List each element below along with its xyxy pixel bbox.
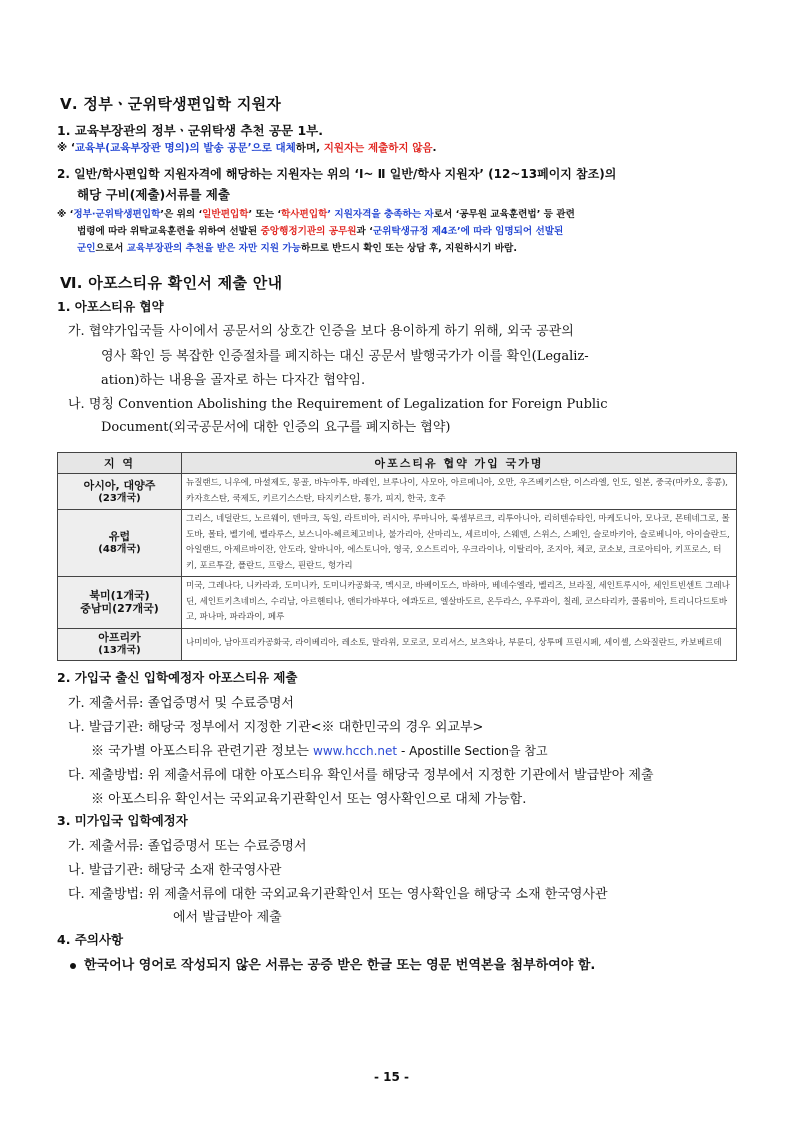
region-cell xyxy=(58,628,182,660)
region-count: 중남미(27개국) xyxy=(80,602,159,616)
page-number: - 15 - xyxy=(374,1070,410,1084)
section5-title: Ⅴ. 정부ㆍ군위탁생편입학 지원자 xyxy=(60,95,282,113)
apostille-ga-line3: ation)하는 내용을 골자로 하는 다자간 협약임. xyxy=(101,373,366,388)
s3-ga: 가. 제출서류: 졸업증명서 또는 수료증명서 xyxy=(68,839,307,854)
n2-l2b: 중앙행정기관의 공무원 xyxy=(260,226,357,237)
header-countries: 아포스티유 협약 가입 국가명 xyxy=(182,453,737,474)
table-row xyxy=(58,577,737,629)
section5-note2-line3 xyxy=(77,240,517,254)
region-name: 아프리카 xyxy=(98,631,141,644)
section6-sub3: 3. 미가입국 입학예정자 xyxy=(57,813,188,828)
n2-c: ’은 위의 ‘ xyxy=(160,209,203,220)
n2-l3a: 군인 xyxy=(77,243,96,254)
region-name: 유럽 xyxy=(108,530,131,543)
n2-l2a: 법령에 따라 위탁교육훈련을 위하여 선발된 xyxy=(77,226,261,237)
hcch-link[interactable]: www.hcch.net xyxy=(313,744,398,758)
note1-mid: 하며, xyxy=(295,142,324,154)
s2-ga: 가. 제출서류: 졸업증명서 및 수료증명서 xyxy=(68,696,294,711)
note1-red: 지원자는 제출하지 않음 xyxy=(323,142,433,154)
n2-g: ’ 지원자격을 충족하는 자 xyxy=(327,209,434,220)
header-region: 지 역 xyxy=(58,453,182,474)
s2-note-suffix: - Apostille Section을 참고 xyxy=(397,744,548,758)
apostille-ga-line2: 영사 확인 등 복잡한 인증절차를 폐지하는 대신 공문서 발행국가가 이를 확인(Legaliz- xyxy=(101,349,589,364)
section5-note2-line2 xyxy=(77,223,563,237)
region-cell xyxy=(58,510,182,577)
s2-note xyxy=(91,740,548,759)
section6-sub1: 1. 아포스티유 협약 xyxy=(57,299,164,314)
s3-da-line1: 다. 제출방법: 위 제출서류에 대한 국외교육기관확인서 또는 영사확인을 해당국 소재 한국영사관 xyxy=(68,887,608,902)
countries-cell: 미국, 그레나다, 니카라과, 도미니카, 도미니카공화국, 멕시코, 바베이도스, 바하마, 베네수엘라, 벨리즈, 브라질, 세인트루시아, 세인트빈센트 그레나딘, 세인트키츠네비스, 수리남, 아르헨티나, 앤티가바부다, 에콰도르, 엘살바도르, 온두라스, 우루과이, 칠레, 코스타리카, 콜롬비아, 트리니다드토바고, 파나마, 파라과이, 페루 xyxy=(182,577,737,629)
countries-cell: 뉴질랜드, 니우에, 마셜제도, 몽골, 바누아투, 바레인, 브루나이, 사모아, 아르메니아, 오만, 우즈베키스탄, 이스라엘, 인도, 일본, 중국(마카오, 홍콩), 카자흐스탄, 쿡제도, 키르기스스탄, 타지키스탄, 통가, 피지, 한국, 호주 xyxy=(182,474,737,510)
apostille-na-line1: 나. 명칭 Convention Abolishing the Requirement of Legalization for Foreign Public xyxy=(68,397,608,412)
apostille-ga-line1: 가. 협약가입국들 사이에서 공문서의 상호간 인증을 보다 용이하게 하기 위해, 외국 공관의 xyxy=(68,324,574,339)
n2-l3b: 으로서 xyxy=(95,243,127,254)
section6-sub2: 2. 가입국 출신 입학예정자 아포스티유 제출 xyxy=(57,670,298,685)
section6-sub4: 4. 주의사항 xyxy=(57,932,124,947)
section5-note2-line1 xyxy=(57,206,575,220)
s3-na: 나. 발급기관: 해당국 소재 한국영사관 xyxy=(68,863,282,878)
table-row xyxy=(58,628,737,660)
region-count: (13개국) xyxy=(98,645,141,656)
s2-da: 다. 제출방법: 위 제출서류에 대한 아포스티유 확인서를 해당국 정부에서 지정한 기관에서 발급받아 제출 xyxy=(68,768,654,783)
apostille-na-line2: Document(외국공문서에 대한 인증의 요구를 폐지하는 협약) xyxy=(101,420,451,435)
countries-cell: 그리스, 네덜란드, 노르웨이, 덴마크, 독일, 라트비아, 러시아, 루마니아, 룩셈부르크, 리투아니아, 리히텐슈타인, 마케도니아, 모나코, 몬테네그로, 몰도바, 몰타, 벨기에, 벨라루스, 보스니아-헤르체고비나, 불가리아, 산마리노, 세르비아, 스웨덴, 스위스, 스페인, 슬로바키아, 슬로베니아, 아이슬란드, 아일랜드, 아제르바이잔, 안도라, 알바니아, 에스토니아, 영국, 오스트리아, 우크라이나, 이탈리아, 조지아, 체코, 코소보, 크로아티아, 키프로스, 터키, 포르투갈, 폴란드, 프랑스, 핀란드, 헝가리 xyxy=(182,510,737,577)
section5-item2-line1: 2. 일반/학사편입학 지원자격에 해당하는 지원자는 위의 ‘Ⅰ~ Ⅱ 일반/학사 지원자’ (12~13페이지 참조)의 xyxy=(57,167,617,181)
table-row xyxy=(58,510,737,577)
table-row xyxy=(58,474,737,510)
region-name: 북미(1개국) xyxy=(89,589,150,603)
n2-h: 로서 ‘공무원 교육훈련법’ 등 관련 xyxy=(433,209,575,220)
n2-a: ※ ‘ xyxy=(57,209,74,220)
n2-l3d: 하므로 반드시 확인 또는 상담 후, 지원하시기 바람. xyxy=(300,243,517,254)
table-header-row xyxy=(58,453,737,474)
s2-note-text: ※ 국가별 아포스티유 관련기관 정보는 xyxy=(91,744,314,759)
n2-d: 일반편입학 xyxy=(202,209,249,220)
s2-na: 나. 발급기관: 해당국 정부에서 지정한 기관<※ 대한민국의 경우 외교부> xyxy=(68,720,484,735)
n2-e: ’ 또는 ‘ xyxy=(248,209,282,220)
n2-f: 학사편입학 xyxy=(281,209,328,220)
section5-note1 xyxy=(57,140,436,155)
s4-bullet-item xyxy=(70,954,595,973)
n2-l2c: 과 ‘ xyxy=(356,226,373,237)
section5-item2-line2: 해당 구비(제출)서류를 제출 xyxy=(77,187,230,202)
s2-note2: ※ 아포스티유 확인서는 국외교육기관확인서 또는 영사확인으로 대체 가능함. xyxy=(91,792,527,807)
note1-blue: 교육부(교육부장관 명의)의 발송 공문’으로 대체 xyxy=(74,142,296,154)
apostille-country-table xyxy=(57,452,737,661)
n2-b: 정부·군위탁생편입학 xyxy=(73,209,161,220)
section6-title: Ⅵ. 아포스티유 확인서 제출 안내 xyxy=(60,274,283,292)
n2-l2d: 군위탁생규정 제4조’에 따라 임명되어 선발된 xyxy=(372,226,564,237)
n2-l3c: 교육부장관의 추천을 받은 자만 지원 가능 xyxy=(126,243,301,254)
section5-item1: 1. 교육부장관의 정부ㆍ군위탁생 추천 공문 1부. xyxy=(57,123,324,138)
countries-cell: 나미비아, 남아프리카공화국, 라이베리아, 레소토, 말라위, 모로코, 모리셔스, 보츠와나, 부룬디, 상투메 프린시페, 세이셸, 스와질란드, 카보베르데 xyxy=(182,628,737,660)
note1-prefix: ※ ‘ xyxy=(57,142,75,154)
region-cell xyxy=(58,474,182,510)
region-cell xyxy=(58,577,182,629)
bullet-icon xyxy=(70,963,76,969)
region-count: (48개국) xyxy=(98,544,141,555)
note1-suffix: . xyxy=(432,142,437,154)
s3-da-line2: 에서 발급받아 제출 xyxy=(173,910,282,925)
region-name: 아시아, 대양주 xyxy=(83,478,156,492)
region-count: (23개국) xyxy=(98,492,141,504)
s4-bullet-text: 한국어나 영어로 작성되지 않은 서류는 공증 받은 한글 또는 영문 번역본을 첨부하여야 함. xyxy=(84,958,596,973)
